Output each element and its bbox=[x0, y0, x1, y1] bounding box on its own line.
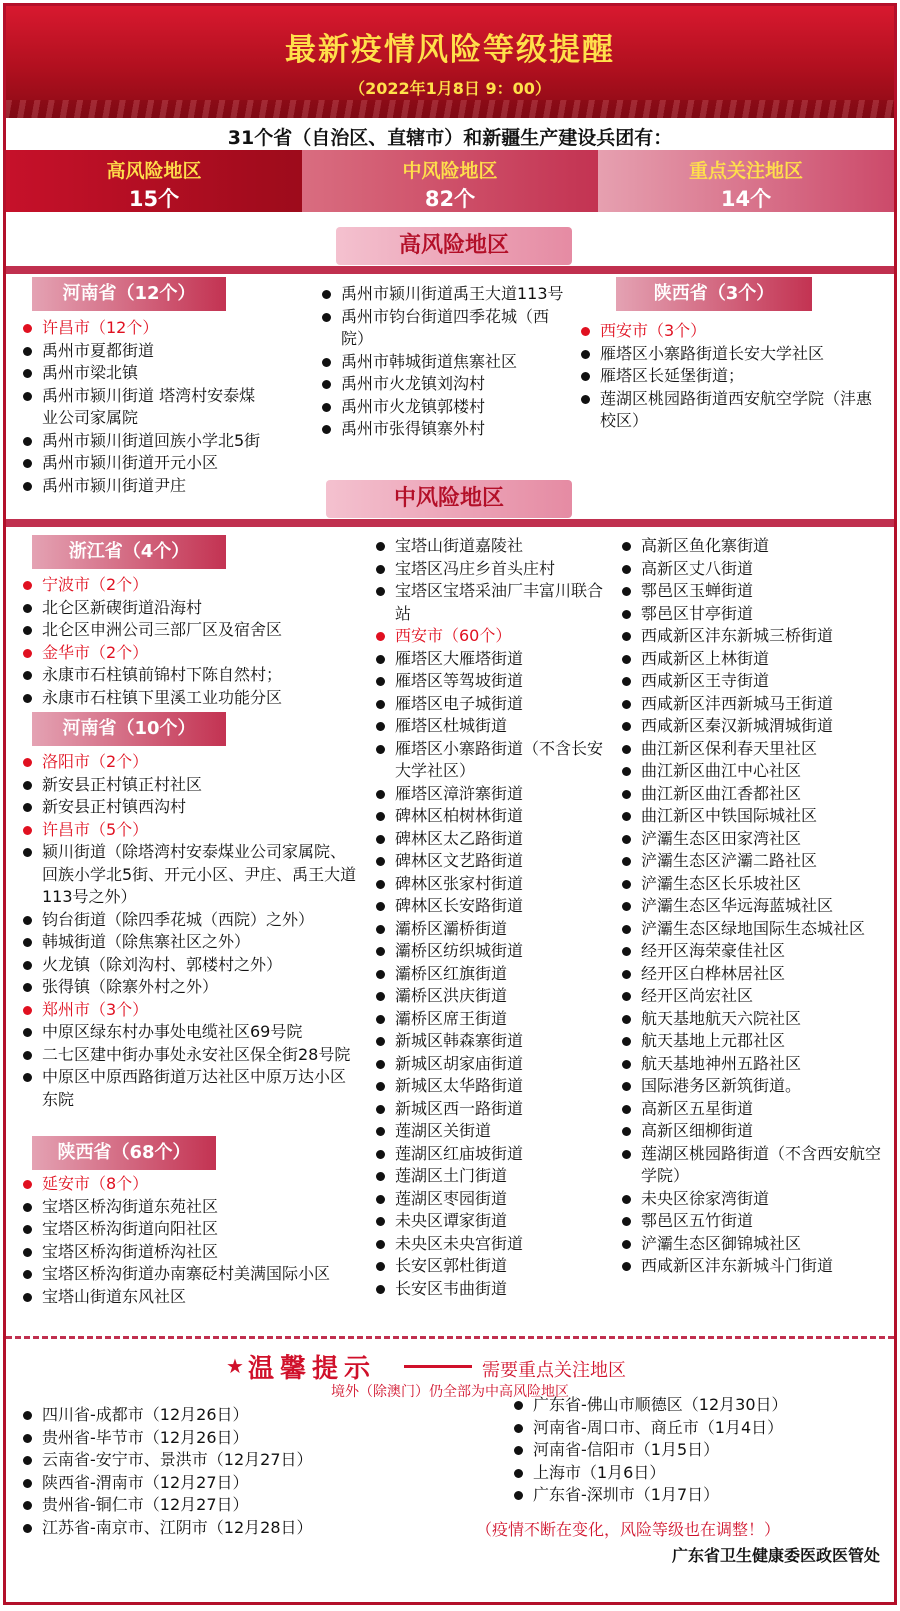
tips-note: 境外（除澳门）仍全部为中高风险地区 bbox=[331, 1384, 569, 1400]
list-item: 西咸新区沣东新城三桥街道 bbox=[619, 625, 881, 648]
list-item: 雁塔区长延堡街道； bbox=[578, 365, 874, 388]
risk-notice-page bbox=[3, 3, 897, 1605]
list-item: 陕西省-渭南市（12月27日） bbox=[20, 1472, 460, 1495]
list-item: 云南省-安宁市、景洪市（12月27日） bbox=[20, 1449, 460, 1472]
list-item: 鄠邑区甘亭街道 bbox=[619, 603, 881, 626]
list-item: 浐灞生态区浐灞二路社区 bbox=[619, 850, 881, 873]
list-item: 曲江新区中铁国际城社区 bbox=[619, 805, 881, 828]
list-item: 禹州市颍川街道 塔湾村安泰煤业公司家属院 bbox=[20, 385, 270, 430]
list-item: 碑林区柏树林街道 bbox=[373, 805, 613, 828]
high-list-col3 bbox=[578, 320, 874, 433]
list-item: 二七区建中街办事处永安社区保全街28号院 bbox=[20, 1044, 360, 1067]
tips-title bbox=[226, 1348, 376, 1385]
list-item: 江苏省-南京市、江阴市（12月28日） bbox=[20, 1517, 460, 1540]
page-title: 最新疫情风险等级提醒 bbox=[285, 32, 615, 68]
list-item: 禹州市梁北镇 bbox=[20, 362, 270, 385]
tips-list-left bbox=[20, 1404, 460, 1539]
list-item: 曲江新区保利春天里社区 bbox=[619, 738, 881, 761]
list-item: 长安区韦曲街道 bbox=[373, 1278, 613, 1301]
list-item: 永康市石柱镇下里溪工业功能分区 bbox=[20, 687, 360, 710]
list-item: 禹州市夏都街道 bbox=[20, 340, 270, 363]
list-item: 宝塔山街道东风社区 bbox=[20, 1286, 340, 1309]
city-heading: 宁波市（2个） bbox=[20, 574, 360, 597]
list-item: 河南省-信阳市（1月5日） bbox=[511, 1439, 881, 1462]
high-risk-heading: 高风险地区 bbox=[336, 227, 572, 265]
list-item: 长安区郭杜街道 bbox=[373, 1255, 613, 1278]
list-item: 贵州省-铜仁市（12月27日） bbox=[20, 1494, 460, 1517]
list-item: 莲湖区土门街道 bbox=[373, 1165, 613, 1188]
province-henan-high: 河南省（12个） bbox=[32, 277, 226, 311]
list-item: 经开区白桦林居社区 bbox=[619, 963, 881, 986]
city-heading: 西安市（60个） bbox=[373, 625, 613, 648]
list-item: 西咸新区沣西新城马王街道 bbox=[619, 693, 881, 716]
list-item: 莲湖区桃园路街道（不含西安航空学院） bbox=[619, 1143, 881, 1188]
list-item: 颍川街道（除塔湾村安泰煤业公司家属院、回族小学北5街、开元小区、尹庄、禹王大道113号之外） bbox=[20, 841, 360, 909]
list-item: 广东省-佛山市顺德区（12月30日） bbox=[511, 1394, 881, 1417]
list-item: 雁塔区电子城街道 bbox=[373, 693, 613, 716]
list-item: 鄠邑区五竹街道 bbox=[619, 1210, 881, 1233]
list-item: 高新区五星街道 bbox=[619, 1098, 881, 1121]
list-item: 曲江新区曲江香都社区 bbox=[619, 783, 881, 806]
list-item: 雁塔区大雁塔街道 bbox=[373, 648, 613, 671]
list-item: 航天基地航天六院社区 bbox=[619, 1008, 881, 1031]
summary-mid bbox=[302, 150, 598, 212]
warning-text: （疫情不断在变化，风险等级也在调整！） bbox=[476, 1520, 781, 1539]
list-item: 雁塔区小寨路街道长安大学社区 bbox=[578, 343, 874, 366]
list-item: 禹州市颍川街道禹王大道113号 bbox=[319, 283, 565, 306]
list-item: 灞桥区灞桥街道 bbox=[373, 918, 613, 941]
province-henan-mid: 河南省（10个） bbox=[32, 712, 226, 746]
list-item: 雁塔区杜城街道 bbox=[373, 715, 613, 738]
list-item: 韩城街道（除焦寨社区之外） bbox=[20, 931, 360, 954]
summary-count: 15个 bbox=[128, 187, 180, 211]
mid-list-col2 bbox=[373, 535, 613, 1300]
city-heading: 许昌市（5个） bbox=[20, 819, 360, 842]
list-item: 浐灞生态区田家湾社区 bbox=[619, 828, 881, 851]
list-item: 浐灞生态区绿地国际生态城社区 bbox=[619, 918, 881, 941]
list-item: 新城区胡家庙街道 bbox=[373, 1053, 613, 1076]
high-list-col2 bbox=[319, 283, 565, 441]
city-heading: 郑州市（3个） bbox=[20, 999, 360, 1022]
list-item: 浐灞生态区华远海蓝城社区 bbox=[619, 895, 881, 918]
summary-label: 重点关注地区 bbox=[688, 160, 803, 182]
mid-list-col3 bbox=[619, 535, 881, 1278]
list-item: 高新区细柳街道 bbox=[619, 1120, 881, 1143]
list-item: 碑林区长安路街道 bbox=[373, 895, 613, 918]
list-item: 河南省-周口市、商丘市（1月4日） bbox=[511, 1417, 881, 1440]
list-item: 航天基地神州五路社区 bbox=[619, 1053, 881, 1076]
list-item: 莲湖区红庙坡街道 bbox=[373, 1143, 613, 1166]
list-item: 高新区丈八街道 bbox=[619, 558, 881, 581]
list-item: 未央区徐家湾街道 bbox=[619, 1188, 881, 1211]
list-item: 钧台街道（除四季花城（西院）之外） bbox=[20, 909, 360, 932]
section-divider bbox=[6, 266, 894, 274]
list-item: 中原区绿东村办事处电缆社区69号院 bbox=[20, 1021, 360, 1044]
summary-count: 82个 bbox=[424, 187, 476, 211]
risk-summary bbox=[6, 150, 894, 212]
list-item: 宝塔区冯庄乡首头庄村 bbox=[373, 558, 613, 581]
list-item: 贵州省-毕节市（12月26日） bbox=[20, 1427, 460, 1450]
list-item: 新城区韩森寨街道 bbox=[373, 1030, 613, 1053]
list-item: 灞桥区席王街道 bbox=[373, 1008, 613, 1031]
list-item: 灞桥区纺织城街道 bbox=[373, 940, 613, 963]
summary-label: 中风险地区 bbox=[402, 160, 498, 182]
province-shaanxi-high: 陕西省（3个） bbox=[616, 277, 812, 311]
tips-list-right bbox=[511, 1394, 881, 1507]
high-list-col1 bbox=[20, 317, 270, 497]
list-item: 宝塔区宝塔采油厂丰富川联合站 bbox=[373, 580, 613, 625]
list-item: 莲湖区枣园街道 bbox=[373, 1188, 613, 1211]
list-item: 碑林区太乙路街道 bbox=[373, 828, 613, 851]
list-item: 西咸新区沣东新城斗门街道 bbox=[619, 1255, 881, 1278]
list-item: 宝塔山街道嘉陵社 bbox=[373, 535, 613, 558]
list-item: 广东省-深圳市（1月7日） bbox=[511, 1484, 881, 1507]
province-zhejiang: 浙江省（4个） bbox=[32, 535, 226, 569]
list-item: 新安县正村镇正村社区 bbox=[20, 774, 360, 797]
summary-label: 高风险地区 bbox=[106, 160, 202, 182]
list-item: 经开区海荣豪佳社区 bbox=[619, 940, 881, 963]
summary-high bbox=[6, 150, 302, 212]
summary-count: 14个 bbox=[720, 187, 772, 211]
list-item: 灞桥区洪庆街道 bbox=[373, 985, 613, 1008]
list-item: 禹州市张得镇寨外村 bbox=[319, 418, 565, 441]
city-heading: 洛阳市（2个） bbox=[20, 751, 360, 774]
list-item: 禹州市韩城街道焦寨社区 bbox=[319, 351, 565, 374]
list-item: 禹州市颍川街道回族小学北5街 bbox=[20, 430, 270, 453]
list-item: 碑林区文艺路街道 bbox=[373, 850, 613, 873]
list-item: 西咸新区上林街道 bbox=[619, 648, 881, 671]
list-item: 新安县正村镇西沟村 bbox=[20, 796, 360, 819]
list-item: 未央区未央宫街道 bbox=[373, 1233, 613, 1256]
list-item: 宝塔区桥沟街道桥沟社区 bbox=[20, 1241, 340, 1264]
list-item: 上海市（1月6日） bbox=[511, 1462, 881, 1485]
list-item: 禹州市颍川街道尹庄 bbox=[20, 475, 270, 498]
footer-issuer: 广东省卫生健康委医政医管处 bbox=[671, 1546, 880, 1565]
list-item: 禹州市火龙镇郭楼村 bbox=[319, 396, 565, 419]
list-item: 西咸新区王寺街道 bbox=[619, 670, 881, 693]
mid-risk-heading: 中风险地区 bbox=[326, 480, 572, 518]
list-item: 高新区鱼化寨街道 bbox=[619, 535, 881, 558]
list-item: 张得镇（除寨外村之外） bbox=[20, 976, 360, 999]
list-item: 宝塔区桥沟街道办南寨砭村美满国际小区 bbox=[20, 1263, 340, 1286]
tips-title-text: 温馨提示 bbox=[247, 1354, 376, 1384]
list-item: 宝塔区桥沟街道东苑社区 bbox=[20, 1196, 340, 1219]
list-item: 北仑区新碶街道沿海村 bbox=[20, 597, 360, 620]
city-heading: 西安市（3个） bbox=[578, 320, 874, 343]
city-heading: 许昌市（12个） bbox=[20, 317, 270, 340]
list-item: 火龙镇（除刘沟村、郭楼村之外） bbox=[20, 954, 360, 977]
list-item: 禹州市火龙镇刘沟村 bbox=[319, 373, 565, 396]
city-heading: 金华市（2个） bbox=[20, 642, 360, 665]
list-item: 鄠邑区玉蝉街道 bbox=[619, 580, 881, 603]
list-item: 曲江新区曲江中心社区 bbox=[619, 760, 881, 783]
list-item: 禹州市颍川街道开元小区 bbox=[20, 452, 270, 475]
list-item: 新城区西一路街道 bbox=[373, 1098, 613, 1121]
list-item: 浐灞生态区御锦城社区 bbox=[619, 1233, 881, 1256]
summary-focus bbox=[598, 150, 894, 212]
list-item: 雁塔区漳浒寨街道 bbox=[373, 783, 613, 806]
list-item: 新城区太华路街道 bbox=[373, 1075, 613, 1098]
list-item: 中原区中原西路街道万达社区中原万达小区东院 bbox=[20, 1066, 360, 1111]
province-shaanxi-mid: 陕西省（68个） bbox=[32, 1136, 216, 1170]
list-item: 永康市石柱镇前锦村下陈自然村； bbox=[20, 664, 360, 687]
list-item: 莲湖区关街道 bbox=[373, 1120, 613, 1143]
page-subtitle: （2022年1月8日 9：00） bbox=[349, 79, 551, 98]
list-item: 经开区尚宏社区 bbox=[619, 985, 881, 1008]
list-item: 国际港务区新筑街道。 bbox=[619, 1075, 881, 1098]
list-item: 四川省-成都市（12月26日） bbox=[20, 1404, 460, 1427]
intro-text: 31个省（自治区、直辖市）和新疆生产建设兵团有： bbox=[227, 127, 673, 149]
shaanxi-mid-list bbox=[20, 1173, 340, 1308]
star-icon: ★ bbox=[226, 1354, 244, 1378]
list-item: 雁塔区等驾坡街道 bbox=[373, 670, 613, 693]
list-item: 浐灞生态区长乐坡社区 bbox=[619, 873, 881, 896]
tips-subtitle: 需要重点关注地区 bbox=[482, 1360, 626, 1381]
henan-mid-list bbox=[20, 751, 360, 1111]
list-item: 北仑区申洲公司三部厂区及宿舍区 bbox=[20, 619, 360, 642]
list-item: 西咸新区秦汉新城渭城街道 bbox=[619, 715, 881, 738]
list-item: 宝塔区桥沟街道向阳社区 bbox=[20, 1218, 340, 1241]
list-item: 禹州市钧台街道四季花城（西院） bbox=[319, 306, 565, 351]
list-item: 航天基地上元郡社区 bbox=[619, 1030, 881, 1053]
list-item: 未央区谭家街道 bbox=[373, 1210, 613, 1233]
tips-dash bbox=[404, 1365, 472, 1368]
list-item: 灞桥区红旗街道 bbox=[373, 963, 613, 986]
section-divider bbox=[6, 519, 894, 527]
list-item: 雁塔区小寨路街道（不含长安大学社区） bbox=[373, 738, 613, 783]
zhejiang-list bbox=[20, 574, 360, 709]
list-item: 碑林区张家村街道 bbox=[373, 873, 613, 896]
tips-divider bbox=[6, 1336, 894, 1339]
city-heading: 延安市（8个） bbox=[20, 1173, 340, 1196]
list-item: 莲湖区桃园路街道西安航空学院（沣惠校区） bbox=[578, 388, 874, 433]
